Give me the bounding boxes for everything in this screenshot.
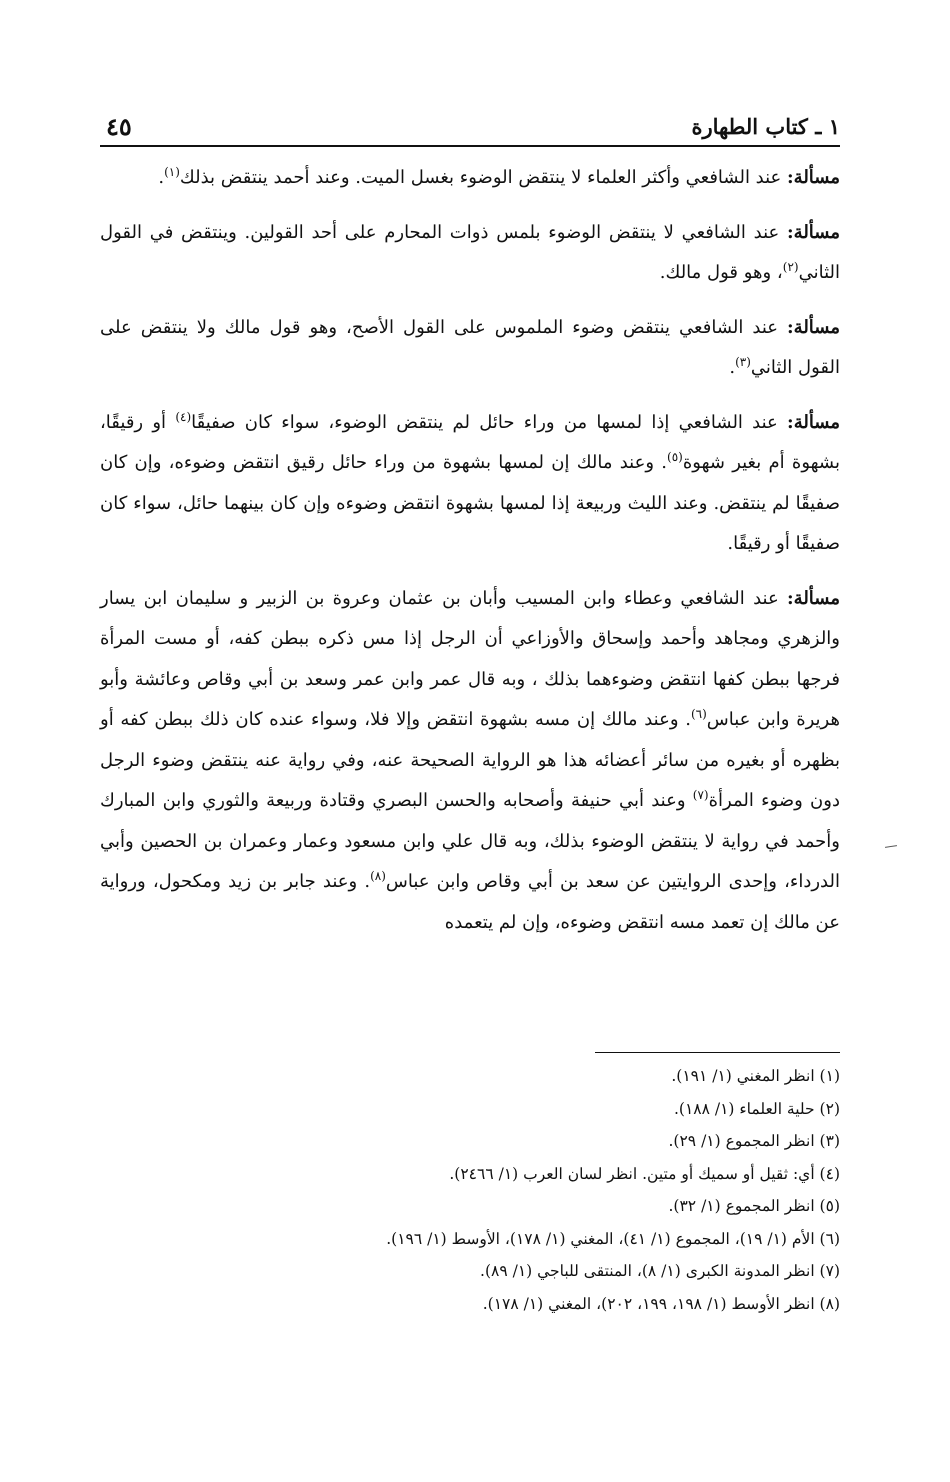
paragraph-text: . وعند جابر بن زيد ومكحول، ورواية عن مالك إن تعمد مسه انتقض وضوءه، وإن لم يتعمده	[100, 871, 840, 933]
paragraph-text: .	[729, 357, 736, 378]
footnote-reference[interactable]: (٢)	[782, 260, 799, 274]
footnote-separator	[595, 1052, 840, 1053]
masala-paragraph	[100, 213, 840, 294]
footnote-reference[interactable]: (٤)	[175, 409, 192, 424]
masala-label: مسألة:	[787, 167, 840, 188]
masala-label: مسألة:	[787, 221, 840, 243]
footnote-reference[interactable]: (١)	[164, 165, 180, 179]
footnote-reference[interactable]: (٨)	[370, 869, 386, 883]
header-rule	[100, 145, 840, 147]
paragraph-text: . وعند مالك إن لمسها بشهوة من وراء حائل رقيق انتقض وضوءه، وإن كان صفيقًا لم ينتقض. وعند الليث وربيعة إذا لمسها بشهوة انتقض وضوءه وإن كان بينهما حائل، سواء كان صفيقًا أو رقيقًا.	[100, 452, 840, 554]
footnote-reference[interactable]: (٦)	[690, 707, 707, 721]
paragraph-text: عند الشافعي وعطاء وابن المسيب وأبان بن عثمان وعروة بن الزبير و سليمان ابن يسار والزهري ومجاهد وأحمد وإسحاق والأوزاعي أن الرجل إذا مس ذكره ببطن كفه، أو مست المرأة فرجها ببطن كفها انتقض وضوءهما بذلك ، وبه قال عمر وابن عمر وسعد بن أبي وقاص وعائشة وأبو هريرة وابن عباس	[100, 587, 840, 730]
running-header	[100, 110, 840, 144]
page-number: ٤٥	[106, 112, 132, 141]
paragraph-text: ، وهو قول مالك.	[659, 262, 783, 283]
masala-label: مسألة:	[787, 587, 840, 609]
paragraph-text: أو رقيقًا، بشهوة أم بغير شهوة	[100, 411, 840, 473]
masala-paragraph	[100, 308, 840, 389]
footnote-item: (٨) انظر الأوسط (١/ ١٩٨، ١٩٩، ٢٠٢)، المغني (١/ ١٧٨).	[482, 1294, 840, 1313]
paragraph-text: عند الشافعي إذا لمسها من وراء حائل لم ينتقض الوضوء، سواء كان صفيقًا	[191, 411, 788, 433]
paragraph-text: . وعند مالك إن مسه بشهوة انتقض وإلا فلا، وسواء عنده كان ذلك ببطن كفه أو بظهره أو بغيره من سائر أعضائه هذا هو الرواية الصحيحة عنه، وفي رواية عنه ينتقض وضوء الرجل دون وضوء المرأة	[100, 709, 840, 811]
masala-paragraph	[100, 158, 840, 199]
footnote-item: (٢) حلية العلماء (١/ ١٨٨).	[673, 1099, 840, 1118]
paragraph-text: .	[158, 167, 165, 188]
body-text	[100, 158, 840, 957]
footnote-item: (٣) انظر المجموع (١/ ٢٩).	[668, 1132, 840, 1150]
footnote-reference[interactable]: (٧)	[692, 788, 709, 802]
footnote-reference[interactable]: (٥)	[667, 450, 683, 464]
masala-paragraph	[100, 403, 840, 565]
footnotes-list	[100, 1060, 840, 1320]
footnote-item: (١) انظر المغني (١/ ١٩١).	[671, 1067, 840, 1085]
book-page	[100, 0, 840, 1482]
paragraph-text: عند الشافعي لا ينتقض الوضوء بلمس ذوات المحارم على أحد القولين. وينتقض في القول الثاني	[100, 221, 840, 283]
footnote-item: (٥) انظر المجموع (١/ ٣٢).	[668, 1197, 840, 1215]
masala-label: مسألة:	[787, 411, 841, 433]
chapter-title: ١ ـ كتاب الطهارة	[691, 114, 840, 139]
paragraph-text: عند الشافعي وأكثر العلماء لا ينتقض الوضوء بغسل الميت. وعند أحمد ينتقض بذلك	[179, 167, 788, 188]
footnote-item: (٤) أي: ثقيل أو سميك أو متين. انظر لسان العرب (١/ ٢٤٦٦).	[449, 1164, 840, 1183]
footnote-reference[interactable]: (٣)	[735, 355, 751, 369]
masala-label: مسألة:	[787, 316, 840, 338]
paragraph-text: وعند أبي حنيفة وأصحابه والحسن البصري وقتادة وربيعة والثوري وابن المبارك وأحمد في رواية لا ينتقض الوضوء بذلك، وبه قال علي وابن مسعود وعمار وعمران بن الحصين وأبي الدرداء، وإحدى الروايتين عن سعد بن أبي وقاص وابن عباس	[100, 790, 840, 892]
masala-paragraph	[100, 579, 840, 944]
footnote-item: (٦) الأم (١/ ١٩)، المجموع (١/ ٤١)، المغني (١/ ١٧٨)، الأوسط (١/ ١٩٦).	[386, 1229, 840, 1248]
margin-mark	[885, 845, 897, 848]
footnote-item: (٧) انظر المدونة الكبرى (١/ ٨)، المنتقى للباجي (١/ ٨٩).	[480, 1262, 840, 1280]
paragraph-text: عند الشافعي ينتقض وضوء الملموس على القول الأصح، وهو قول مالك ولا ينتقض على القول الثاني	[100, 316, 840, 378]
